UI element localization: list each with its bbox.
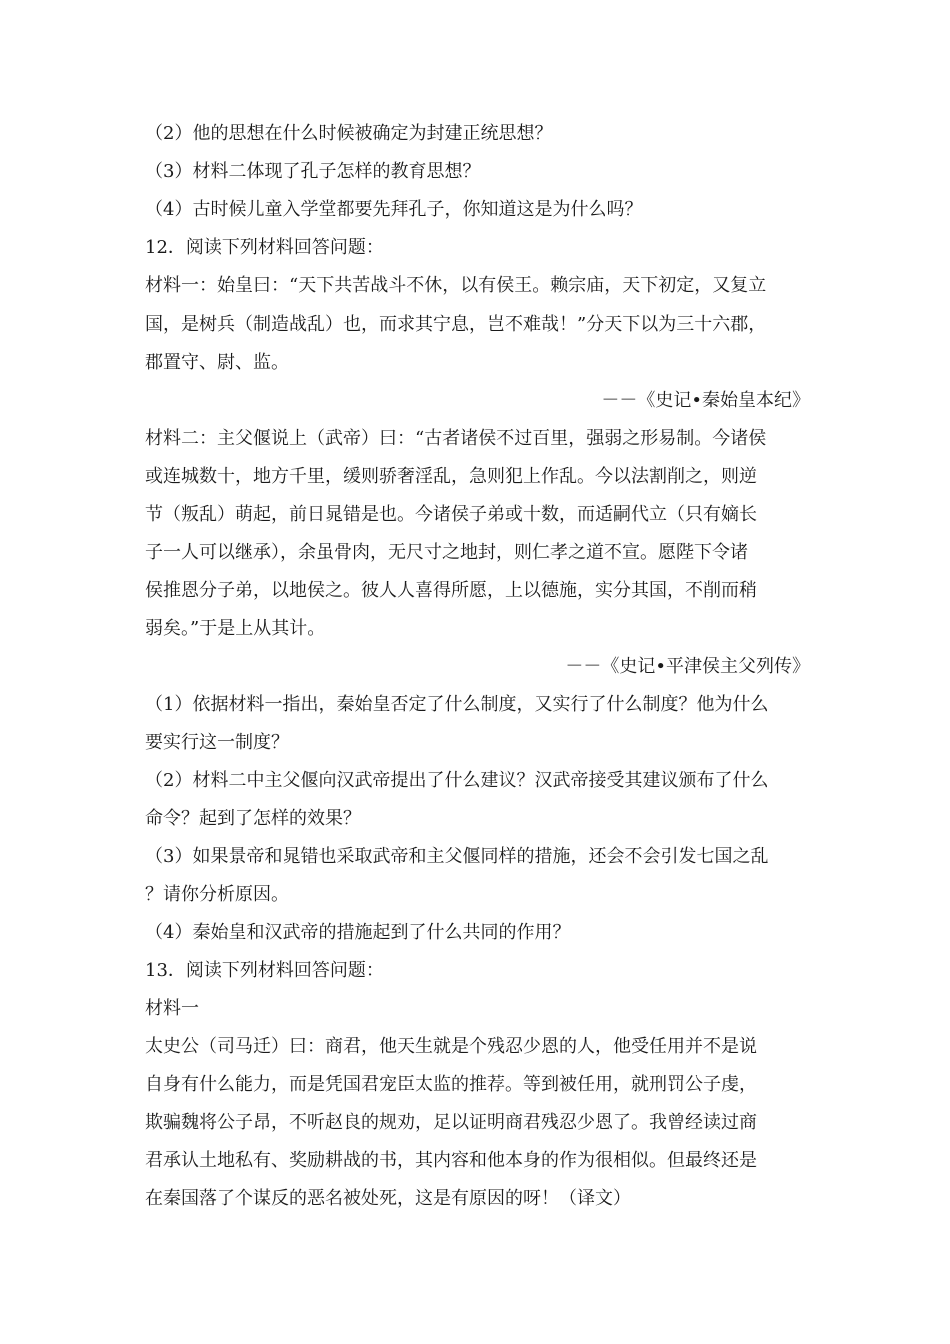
question-13-material-1-line-4: 君承认土地私有、奖励耕战的书，其内容和他本身的作为很相似。但最终还是	[145, 1150, 757, 1171]
question-12-part-2-line-2: 命令？起到了怎样的效果？	[145, 808, 361, 829]
question-12-part-3-line-2: ？请你分析原因。	[145, 884, 289, 905]
question-11-part-4: （4）古时候儿童入学堂都要先拜孔子，你知道这是为什么吗？	[145, 199, 643, 220]
material-2-line-4: 子一人可以继承），余虽骨肉，无尺寸之地封，则仁孝之道不宣。愿陛下令诸	[145, 542, 748, 563]
question-13-material-1-line-5: 在秦国落了个谋反的恶名被处死，这是有原因的呀！（译文）	[145, 1188, 631, 1209]
material-1-line-1: 材料一：始皇曰：“天下共苦战斗不休，以有侯王。赖宗庙，天下初定，又复立	[145, 275, 767, 296]
question-13-material-1-line-3: 欺骗魏将公子昂，不听赵良的规劝，足以证明商君残忍少恩了。我曾经读过商	[145, 1112, 757, 1133]
question-12-part-2-line-1: （2）材料二中主父偃向汉武帝提出了什么建议？汉武帝接受其建议颁布了什么	[145, 770, 769, 791]
question-13-heading: 13．阅读下列材料回答问题：	[145, 960, 384, 981]
material-2-line-2: 或连城数十，地方千里，缓则骄奢淫乱，急则犯上作乱。今以法割削之，则逆	[145, 466, 757, 487]
question-11-part-3: （3）材料二体现了孔子怎样的教育思想？	[145, 161, 481, 182]
material-1-line-3: 郡置守、尉、监。	[145, 352, 289, 373]
material-1-line-2: 国，是树兵（制造战乱）也，而求其宁息，岂不难哉！”分天下以为三十六郡，	[145, 314, 767, 335]
question-13-material-1-label: 材料一	[145, 998, 199, 1019]
material-2-source: －－《史记•平津侯主父列传》	[565, 656, 810, 677]
material-2-line-1: 材料二：主父偃说上（武帝）曰：“古者诸侯不过百里，强弱之形易制。今诸侯	[145, 428, 767, 449]
material-2-line-3: 节（叛乱）萌起，前日晁错是也。今诸侯子弟或十数，而适嗣代立（只有嫡长	[145, 504, 757, 525]
question-12-part-1-line-1: （1）依据材料一指出，秦始皇否定了什么制度，又实行了什么制度？他为什么	[145, 694, 769, 715]
question-11-part-2: （2）他的思想在什么时候被确定为封建正统思想？	[145, 123, 553, 144]
material-1-source: －－《史记•秦始皇本纪》	[601, 390, 810, 411]
material-2-line-5: 侯推恩分子弟，以地侯之。彼人人喜得所愿，上以德施，实分其国，不削而稍	[145, 580, 757, 601]
question-12-part-1-line-2: 要实行这一制度？	[145, 732, 289, 753]
question-13-material-1-line-1: 太史公（司马迁）曰：商君，他天生就是个残忍少恩的人，他受任用并不是说	[145, 1036, 757, 1057]
question-13-material-1-line-2: 自身有什么能力，而是凭国君宠臣太监的推荐。等到被任用，就刑罚公子虔，	[145, 1074, 757, 1095]
question-12-heading: 12．阅读下列材料回答问题：	[145, 237, 384, 258]
material-2-line-6: 弱矣。”于是上从其计。	[145, 618, 326, 639]
question-12-part-3-line-1: （3）如果景帝和晁错也采取武帝和主父偃同样的措施，还会不会引发七国之乱	[145, 846, 769, 867]
question-12-part-4: （4）秦始皇和汉武帝的措施起到了什么共同的作用？	[145, 922, 571, 943]
